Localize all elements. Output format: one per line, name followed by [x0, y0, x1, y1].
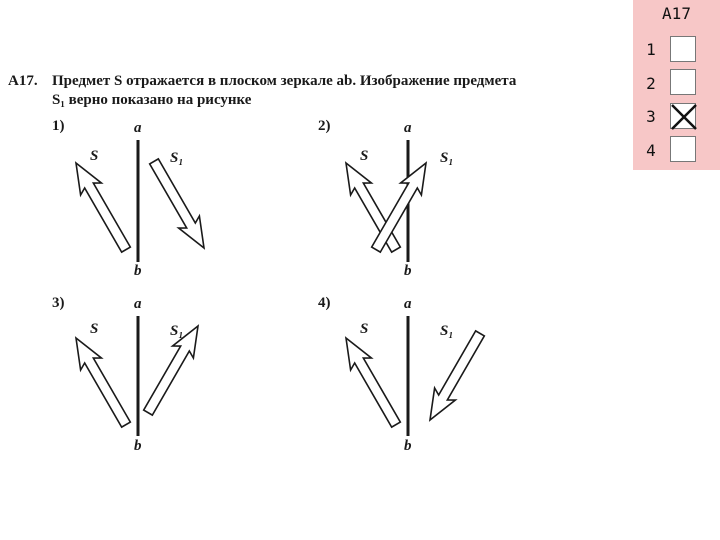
figure-2-object-label: S — [360, 148, 369, 164]
figure-3-label: 3) — [52, 295, 65, 311]
checked-x-icon — [671, 104, 697, 130]
figure-1-image-arrow — [144, 155, 215, 254]
figure-3-image-label: S₁ — [170, 323, 184, 339]
figure-4-object-label: S — [360, 321, 369, 337]
figure-4-image-label: S₁ — [440, 323, 454, 339]
option-2-label: 2 — [646, 74, 656, 93]
figure-4-object-arrow — [336, 332, 407, 431]
figure-1-label: 1) — [52, 118, 65, 134]
figure-3-object-label: S — [90, 321, 99, 337]
figure-1-mirror-b: b — [134, 263, 142, 279]
figure-3-object-arrow — [66, 332, 137, 431]
option-4-checkbox[interactable] — [670, 136, 696, 162]
figure-2-mirror-a: a — [404, 120, 412, 136]
answer-panel — [633, 0, 720, 170]
figure-2-image-label: S₁ — [440, 150, 454, 166]
option-3-checkbox[interactable] — [670, 103, 696, 129]
question-line-2: S₁ верно показано на рисунке — [52, 92, 252, 108]
option-1-checkbox[interactable] — [670, 36, 696, 62]
figure-4-label: 4) — [318, 295, 331, 311]
figure-1-object-arrow — [66, 157, 137, 256]
figure-2-mirror-b: b — [404, 263, 412, 279]
answer-panel-title: А17 — [662, 4, 691, 23]
figure-4-image-arrow — [420, 327, 491, 426]
figure-3-image-arrow — [138, 320, 209, 419]
figure-3-mirror-a: a — [134, 296, 142, 312]
figure-3-mirror-b: b — [134, 438, 142, 454]
figure-1-image-label: S₁ — [170, 150, 184, 166]
option-4-label: 4 — [646, 141, 656, 160]
option-1-label: 1 — [646, 40, 656, 59]
figure-4-mirror-a: a — [404, 296, 412, 312]
figure-1-object-label: S — [90, 148, 99, 164]
question-line-1: Предмет S отражается в плоском зеркале ab. Изображение предмета — [52, 73, 517, 89]
figure-4-mirror-b: b — [404, 438, 412, 454]
question-number: А17. — [8, 73, 38, 89]
option-3-label: 3 — [646, 107, 656, 126]
option-2-checkbox[interactable] — [670, 69, 696, 95]
figure-2-label: 2) — [318, 118, 331, 134]
figure-1-mirror-a: a — [134, 120, 142, 136]
